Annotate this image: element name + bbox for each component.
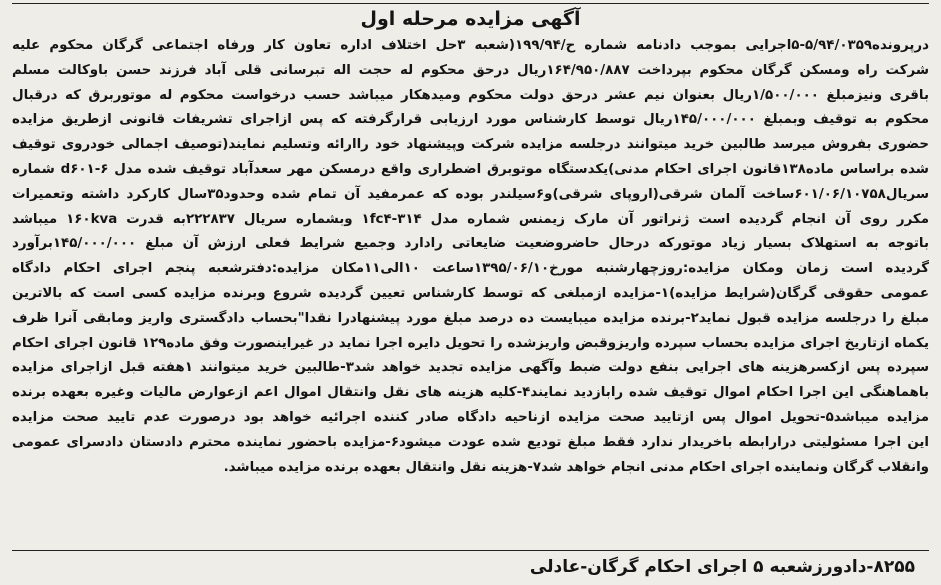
notice-body-line: وانقلاب گرگان ونماینده اجرای احکام مدنی انجام خواهد شد۷-هزینه نقل وانتقال بعهده برنده مزایده میباشد. xyxy=(223,459,929,475)
notice-body-line: سپرده پس ازکسرهزینه های اجرایی بنفع دولت ضبط وآگهی مزایده تجدید خواهد شد۳-طالبین خرید میتوانند ۱هفته قبل ازاجرای مزایده xyxy=(12,360,929,376)
notice-body-line: شرکت راه ومسکن گرگان محکوم بپرداخت ۱۶۴/۹۵۰/۸۸۷ریال درحق محکوم له حجت اله تبرسانی قلی آباد فرزند حسن باوکالت مسلم xyxy=(12,62,929,78)
signature-divider xyxy=(12,550,929,551)
notice-body-line: باهماهنگی این اجرا احکام اموال توقیف شده رابازدید نمایند۴-کلیه هزینه های نقل وانتقال اموال اعم ازعوارض مالیات وغیره بعهده برنده xyxy=(12,385,929,401)
notice-body-line: عمومی حقوقی گرگان(شرایط مزایده)۱-مزایده ازمبلغی که توسط کارشناس تعیین گردیده شروع وبرنده مزایده کسی است که بالاترین xyxy=(12,285,929,301)
notice-signature: ۸۲۵۵-دادورزشعبه ۵ اجرای احکام گرگان-عادلی xyxy=(529,557,915,577)
notice-body-line: سریال۶۰۱/۰۶/۱۰۷۵۸ساخت آلمان شرقی(اروپای شرقی)و۶سیلندر بوده که عمرمفید آن تمام شده وحدود۳۵سال کارکرد داشته وتعمیرات xyxy=(12,186,929,202)
notice-body xyxy=(12,34,929,480)
top-border xyxy=(12,3,929,4)
notice-body-line: حضوری بفروش میرسد طالبین خرید میتوانند درجلسه مزایده شرکت وپیشنهاد خود راارائه وتسلیم نمایند(توصیف اجمالی خودروی توقیف xyxy=(12,137,929,153)
notice-body-line: شده براساس ماده۱۳۸قانون اجرای احکام مدنی)یکدستگاه موتوبرق اضطراری واقع درمسکن مهر سعدآباد توقیف شده مدل d۶۰۱-۶ شماره xyxy=(12,161,929,177)
notice-body-line: باقری ونیزمبلغ ۱/۵۰۰/۰۰۰ریال بعنوان نیم عشر درحق دولت محکوم ومیدهکار میباشد حسب درخواست محکوم له موتوربرق که درقبال xyxy=(12,87,929,103)
notice-body-line: محکوم به توقیف وبمبلغ ۱۴۵/۰۰۰/۰۰۰ریال توسط کارشناس مورد ارزیابی قرارگرفته که پس ازاجرای تشریفات قانونی ازطریق مزایده xyxy=(12,112,929,128)
notice-body-line: این اجرا مسئولیتی درارابطه باخریدار ندارد فقط مبلغ تودیع شده عودت میشود۶-مزایده باحضور نماینده محترم دادستان دادسرای عمومی xyxy=(12,434,929,450)
notice-title: آگهی مزایده مرحله اول xyxy=(360,8,581,30)
notice-body-line: باتوجه به استهلاک بسیار زیاد موتورکه درحال حاضروضعیت ضایعاتی رادارد وجمیع شرایط فعلی ارزش آن مبلغ ۱۴۵/۰۰۰/۰۰۰برآورد xyxy=(12,236,929,252)
notice-body-line: مزایده میباشد۵-تحویل اموال پس ازتایید صحت مزایده ازناحیه دادگاه صادر کننده اجرائیه خواهد بود درصورت عدم تایید صحت مزایده xyxy=(12,409,929,425)
notice-body-line: مکرر روی آن انجام گردیده است ژنراتور آن مارک زیمنس شماره مدل ۳۱۴-۱fc۴ وبشماره سریال ۲۲۲۸۳۷به قدرت ۱۶۰kva میباشد xyxy=(12,211,929,227)
notice-body-line: گردیده است زمان ومکان مزایده:روزچهارشنبه مورخ۱۳۹۵/۰۶/۱۰ساعت ۱۰الی۱۱مکان مزایده:دفترشعبه پنجم اجرای احکام دادگاه xyxy=(12,261,929,277)
notice-body-line: مبلغ را درجلسه مزایده قبول نماید۲-برنده مزایده میبایست ده درصد مبلغ مورد پیشنهادرا نقدا"بحساب دادگستری واریز ومابقی آنرا ظرف xyxy=(12,310,929,326)
notice-body-line: یکماه ازتاریخ اجرای مزایده بحساب سپرده واریزوقبض واریزشده را تحویل دایره اجرا نماید در غیراینصورت وفق ماده۱۲۹ قانون اجرای احکام xyxy=(12,335,929,351)
notice-body-line: درپرونده۵/۹۴/۰۳۵۹-۵اجرایی بموجب دادنامه شماره ح/۱۹۹/۹۴(شعبه ۳حل اختلاف اداره تعاون کار ورفاه اجتماعی گرگان محکوم علیه xyxy=(12,38,929,53)
